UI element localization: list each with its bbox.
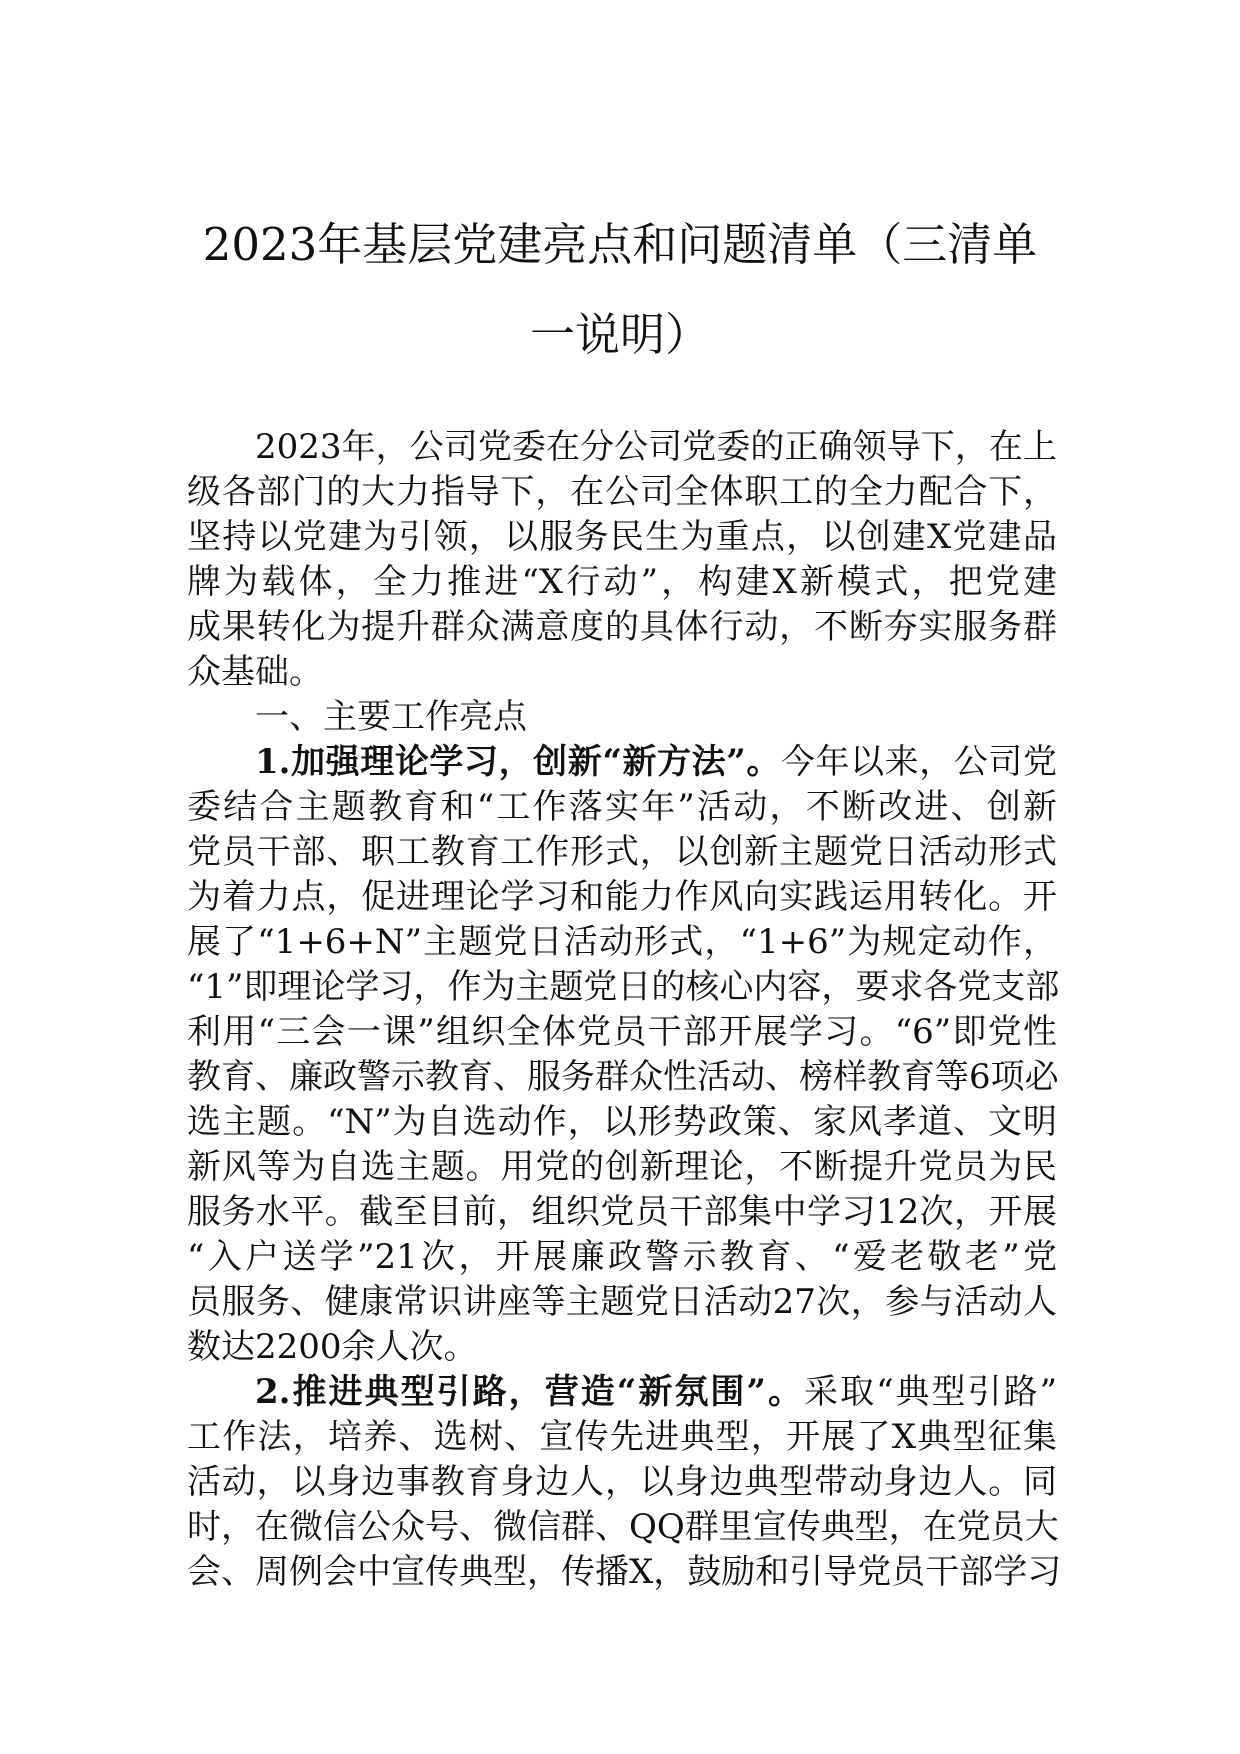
item2-bold-lead: 2.推进典型引路，营造“新氛围”。 bbox=[255, 1372, 805, 1412]
item1-line: 教育、廉政警示教育、服务群众性活动、榜样教育等6项必 bbox=[187, 1057, 1059, 1097]
item1-line: 员服务、健康常识讲座等主题党日活动27次，参与活动人 bbox=[187, 1282, 1057, 1322]
intro-line: 2023年，公司党委在分公司党委的正确领导下，在上 bbox=[255, 427, 1057, 467]
intro-line: 坚持以党建为引领，以服务民生为重点，以创建X党建品 bbox=[187, 517, 1057, 557]
document-title-line-1: 2023年基层党建亮点和问题清单（三清单 bbox=[202, 218, 1038, 271]
intro-line: 成果转化为提升群众满意度的具体行动，不断夯实服务群 bbox=[187, 607, 1057, 647]
item1-line: 展了“1+6+N”主题党日活动形式，“1+6”为规定动作， bbox=[187, 922, 1057, 962]
intro-line: 级各部门的大力指导下，在公司全体职工的全力配合下， bbox=[187, 472, 1057, 512]
intro-line: 牌为载体，全力推进“X行动”，构建X新模式，把党建 bbox=[187, 562, 1057, 602]
item1-line: 委结合主题教育和“工作落实年”活动，不断改进、创新 bbox=[187, 787, 1057, 827]
item2-line: 时，在微信公众号、微信群、QQ群里宣传典型，在党员大 bbox=[187, 1507, 1059, 1547]
item1-line: 党员干部、职工教育工作形式，以创新主题党日活动形式 bbox=[187, 832, 1057, 872]
item2-line: 会、周例会中宣传典型，传播X，鼓励和引导党员干部学习 bbox=[187, 1552, 1062, 1592]
item1-first-line bbox=[187, 740, 1057, 785]
item2-line: 活动，以身边事教育身边人，以身边典型带动身边人。同 bbox=[187, 1462, 1057, 1502]
item2-line: 工作法，培养、选树、宣传先进典型，开展了X典型征集 bbox=[187, 1417, 1057, 1457]
item1-line: 服务水平。截至目前，组织党员干部集中学习12次，开展 bbox=[187, 1192, 1057, 1232]
intro-line: 众基础。 bbox=[187, 652, 323, 692]
item1-line: 为着力点，促进理论学习和能力作风向实践运用转化。开 bbox=[187, 877, 1057, 917]
item1-line: “1”即理论学习，作为主题党日的核心内容，要求各党支部 bbox=[187, 967, 1060, 1007]
item1-line: 选主题。“N”为自选动作，以形势政策、家风孝道、文明 bbox=[187, 1102, 1057, 1142]
item2-lead-rest: 采取“典型引路” bbox=[804, 1372, 1058, 1412]
item1-bold-lead: 1.加强理论学习，创新“新方法”。 bbox=[255, 742, 781, 782]
item1-line: 新风等为自选主题。用党的创新理论，不断提升党员为民 bbox=[187, 1147, 1057, 1187]
item1-line: “入户送学”21次，开展廉政警示教育、“爱老敬老”党 bbox=[187, 1237, 1057, 1277]
section-heading: 一、主要工作亮点 bbox=[255, 697, 527, 737]
item1-lead-rest: 今年以来，公司党 bbox=[780, 742, 1057, 782]
item1-line: 利用“三会一课”组织全体党员干部开展学习。“6”即党性 bbox=[187, 1012, 1057, 1052]
document-title-line-2: 一说明） bbox=[529, 308, 710, 361]
item1-line: 数达2200余人次。 bbox=[187, 1327, 478, 1367]
item2-first-line bbox=[187, 1370, 1057, 1415]
document-body bbox=[187, 425, 1062, 1595]
